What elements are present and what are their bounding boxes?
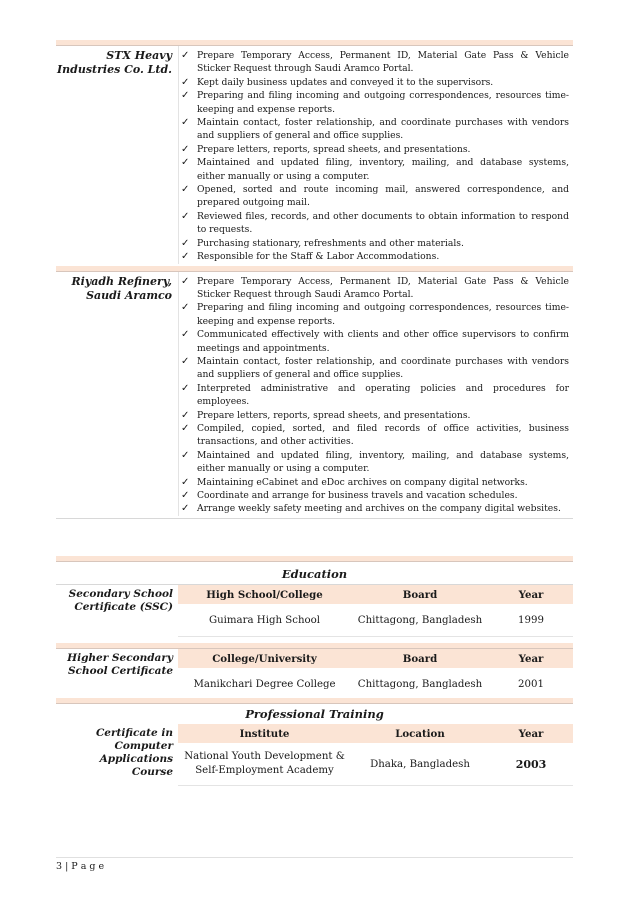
table-cell: 2001 [518, 678, 544, 690]
page-footer [56, 857, 573, 872]
company-name: Riyadh Refinery, Saudi Aramco [71, 274, 172, 302]
education-title: Education [281, 567, 348, 581]
task-text: Maintaining eCabinet and eDoc archives on company digital networks. [197, 476, 528, 488]
task-item [181, 237, 569, 250]
task-text: Coordinate and arrange for business travels and vacation schedules. [197, 490, 518, 501]
checkmark-icon: ✓ [181, 382, 190, 394]
table-cell: Guimara High School [208, 614, 321, 626]
task-item [181, 382, 569, 409]
header-cell: College/University [212, 652, 317, 665]
experience-entry [56, 46, 573, 264]
task-item [181, 409, 569, 422]
checkmark-icon: ✓ [181, 143, 190, 155]
task-item [181, 489, 569, 502]
task-text: Maintain contact, foster relationship, and coordinate purchases with vendors and suppliers of general and office supplies. [197, 117, 569, 142]
course-label: Certificate in Computer Applications Course [95, 727, 173, 778]
checkmark-icon: ✓ [181, 476, 190, 488]
education-table [178, 649, 573, 701]
education-table [178, 585, 573, 637]
task-text: Prepare letters, reports, spread sheets, and presentations. [197, 143, 471, 155]
table-cell: National Youth Development & Self-Employment Academy [184, 751, 345, 776]
header-cell: Board [402, 588, 438, 601]
training-table [178, 724, 573, 786]
checkmark-icon: ✓ [181, 422, 190, 434]
education-row [56, 649, 573, 701]
education-section [56, 556, 573, 701]
checkmark-icon: ✓ [181, 50, 190, 61]
task-item [181, 250, 569, 263]
table-cell: Chittagong, Bangladesh [357, 678, 483, 690]
task-text: Prepare Temporary Access, Permanent ID, Material Gate Pass & Vehicle Sticker Request through Saudi Aramco Portal. [197, 275, 569, 300]
task-item [181, 301, 569, 328]
task-text: Preparing and filing incoming and outgoing correspondences, resources time-keeping and expense reports. [197, 302, 569, 327]
checkmark-icon: ✓ [181, 409, 190, 421]
checkmark-icon: ✓ [181, 237, 190, 249]
checkmark-icon: ✓ [181, 157, 190, 169]
header-cell: Institute [239, 727, 290, 740]
task-text: Preparing and filing incoming and outgoing correspondences, resources time-keeping and expense reports. [197, 90, 569, 115]
task-item [181, 143, 569, 156]
task-text: Reviewed files, records, and other documents to obtain information to respond to requests. [197, 210, 569, 236]
table-cell: 2003 [515, 757, 547, 771]
header-cell: Year [518, 652, 544, 665]
checkmark-icon: ✓ [181, 184, 190, 196]
task-item [181, 502, 569, 515]
task-text: Responsible for the Staff & Labor Accommodations. [197, 251, 440, 263]
table-cell: Chittagong, Bangladesh [357, 614, 483, 626]
table-row [178, 668, 573, 701]
checkmark-icon: ✓ [181, 76, 190, 88]
task-text: Prepare letters, reports, spread sheets, and presentations. [197, 409, 471, 421]
checkmark-icon: ✓ [181, 503, 190, 515]
task-item [181, 116, 569, 143]
checkmark-icon: ✓ [181, 490, 190, 501]
table-header [178, 585, 573, 604]
task-item [181, 89, 569, 116]
task-text: Kept daily business updates and conveyed it to the supervisors. [197, 76, 494, 88]
header-cell: Board [402, 652, 438, 665]
checkmark-icon: ✓ [181, 355, 190, 367]
table-header [178, 649, 573, 668]
task-list [178, 46, 573, 264]
task-text: Communicated effectively with clients and other office supervisors to confirm meetings and appointments. [197, 329, 569, 354]
task-item [181, 76, 569, 89]
checkmark-icon: ✓ [181, 210, 190, 222]
section-band [56, 556, 573, 562]
checkmark-icon: ✓ [181, 449, 190, 461]
task-text: Interpreted administrative and operating policies and procedures for employees. [197, 382, 569, 408]
task-item [181, 49, 569, 76]
page-number: 3 | P a g e [56, 861, 105, 872]
task-item [181, 156, 569, 183]
table-row [178, 604, 573, 637]
task-text: Arrange weekly safety meeting and archives on the company digital websites. [197, 503, 561, 515]
task-item [181, 210, 569, 237]
task-text: Opened, sorted and route incoming mail, answered correspondence, and prepared outgoing mail. [197, 184, 569, 209]
table-header [178, 724, 573, 743]
task-item [181, 275, 569, 302]
table-cell: 1999 [518, 614, 544, 626]
checkmark-icon: ✓ [181, 117, 190, 129]
training-section [56, 698, 573, 786]
checkmark-icon: ✓ [181, 275, 190, 287]
task-text: Maintained and updated filing, inventory, mailing, and database systems, either manually or using a computer. [197, 449, 569, 475]
task-item [181, 328, 569, 355]
task-text: Compiled, copied, sorted, and filed records of office activities, business transactions, and other activities. [197, 422, 569, 448]
table-cell: Manikchari Degree College [193, 678, 336, 690]
company-name: STX Heavy Industries Co. Ltd. [57, 49, 172, 76]
header-cell: Location [395, 727, 445, 740]
divider [56, 518, 573, 519]
task-item [181, 476, 569, 489]
qualification-label: Secondary School Certificate (SSC) [68, 588, 173, 613]
task-text: Maintained and updated filing, inventory, mailing, and database systems, either manually or using a computer. [197, 157, 569, 182]
training-title: Professional Training [245, 707, 384, 721]
task-text: Maintain contact, foster relationship, and coordinate purchases with vendors and suppliers of general and office supplies. [197, 355, 569, 381]
task-item [181, 183, 569, 210]
header-cell: High School/College [206, 588, 323, 601]
experience-entry [56, 272, 573, 516]
qualification-label: Higher Secondary School Certificate [67, 652, 173, 677]
task-item [181, 422, 569, 449]
table-row [178, 743, 573, 786]
education-row [56, 585, 573, 637]
task-text: Purchasing stationary, refreshments and other materials. [197, 237, 464, 249]
task-item [181, 355, 569, 382]
checkmark-icon: ✓ [181, 302, 190, 314]
checkmark-icon: ✓ [181, 329, 190, 341]
task-list [178, 272, 573, 516]
table-cell: Dhaka, Bangladesh [370, 758, 470, 770]
experience-section [56, 40, 573, 519]
checkmark-icon: ✓ [181, 90, 190, 102]
training-row [56, 724, 573, 786]
header-cell: Year [518, 727, 544, 740]
task-item [181, 449, 569, 476]
checkmark-icon: ✓ [181, 251, 190, 263]
task-text: Prepare Temporary Access, Permanent ID, Material Gate Pass & Vehicle Sticker Request through Saudi Aramco Portal. [197, 50, 569, 75]
header-cell: Year [518, 588, 544, 601]
